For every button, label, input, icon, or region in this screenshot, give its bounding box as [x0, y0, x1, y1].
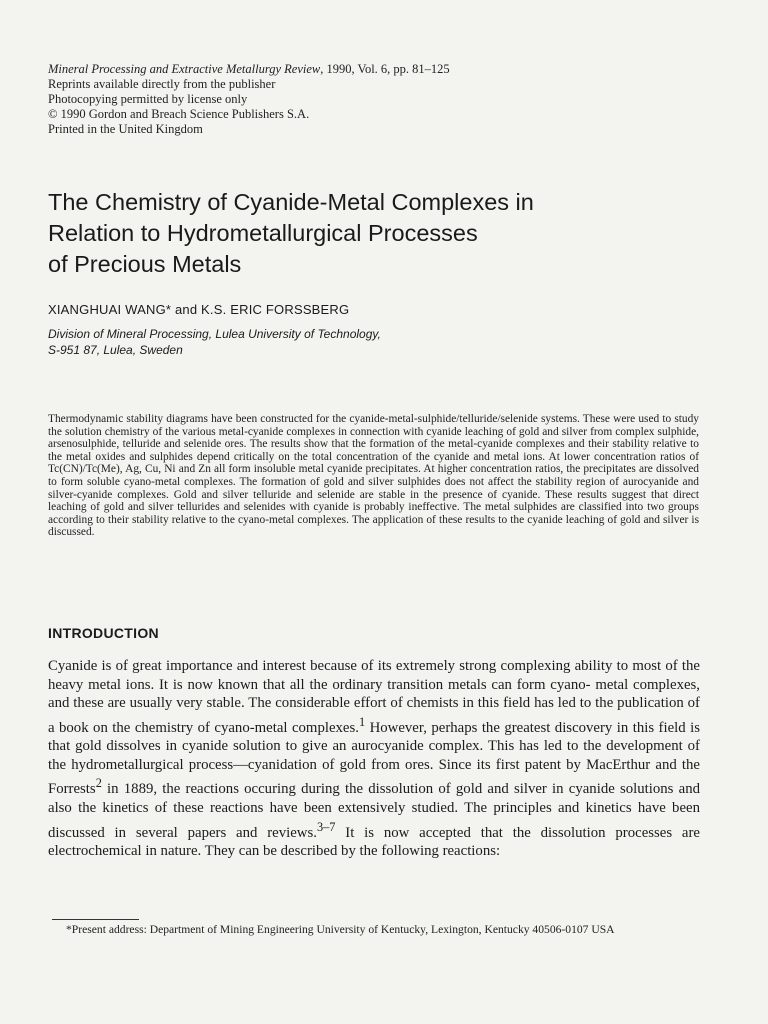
article-title [48, 187, 688, 280]
affiliation-line: Division of Mineral Processing, Lulea University of Technology, [48, 327, 381, 341]
photocopying-line: Photocopying permitted by license only [48, 92, 248, 106]
introduction-paragraph [48, 657, 700, 861]
title-line: Relation to Hydrometallurgical Processes [48, 220, 478, 246]
citation-details: , 1990, Vol. 6, pp. 81–125 [320, 62, 450, 76]
intro-text-1: Cyanide is of great importance and interest because of its extremely strong complexing ability to most of the heavy metal ions. It is now known that all the ordinary transition metals can form cyano- metal complexes, and these are usually very stable. The considerable effort of chemists in this field has led to the publication of a book on the chemistry of cyano-metal complexes. [48, 658, 700, 736]
journal-name: Mineral Processing and Extractive Metallurgy Review [48, 62, 321, 76]
reprints-line: Reprints available directly from the publisher [48, 77, 276, 91]
footnote-divider [52, 919, 139, 920]
copyright-line: © 1990 Gordon and Breach Science Publishers S.A. [48, 107, 310, 121]
journal-header [48, 62, 648, 137]
intro-text-4: It is now accepted that the dissolution processes are electrochemical in nature. They can be described by the following reactions: [48, 824, 700, 860]
reference-marker: 1 [358, 714, 366, 729]
title-line: of Precious Metals [48, 251, 242, 277]
citation-line [48, 62, 648, 77]
reference-marker: 3–7 [316, 819, 336, 834]
introduction-heading: INTRODUCTION [48, 625, 159, 641]
reference-marker: 2 [95, 776, 102, 791]
authors: XIANGHUAI WANG* and K.S. ERIC FORSSBERG [48, 302, 350, 317]
footnote [52, 922, 700, 937]
printed-line: Printed in the United Kingdom [48, 122, 203, 136]
affiliation [48, 326, 381, 358]
abstract: Thermodynamic stability diagrams have been constructed for the cyanide-metal-sulphide/telluride/selenide systems. These were used to study the solution chemistry of the various metal-cyanide complexes in connection with cyanide leaching of gold and silver from complex sulphide, arsenosulphide, telluride and selenide ores. The results show that the formation of the metal-cyanide complexes and their stability relative to the metal oxides and sulphides depend critically on the total concentration of the cyanide and metal ions. At lower concentration ratios of Tc(CN)/Tc(Me), Ag, Cu, Ni and Zn all form insoluble metal cyanide precipitates. At higher concentration ratios, the precipitates are dissolved to form soluble cyano-metal complexes. The formation of gold and silver sulphides does not affect the stability region of aurocyanide and silver-cyanide complexes. Gold and silver telluride and selenide are stable in the presence of cyanide. These results suggest that direct leaching of gold and silver tellurides and selenides with cyanide is probably ineffective. The metal sulphides are classified into two groups according to their stability relative to the cyano-metal complexes. The application of these results to the cyanide leaching of gold and silver is discussed. [48, 413, 699, 539]
affiliation-line: S-951 87, Lulea, Sweden [48, 343, 183, 357]
intro-text-3: in 1889, the reactions occuring during the dissolution of gold and silver in cyanide solutions and also the kinetics of these reactions have been extensively studied. The principles and kinetics have been discussed in several papers and reviews. [48, 781, 700, 841]
intro-text-2: However, perhaps the greatest discovery in this field is that gold dissolves in cyanide solution to give an aurocyanide complex. This has led to the development of the hydrometallurgical process—cyanidation of gold from ores. Since its first patent by MacErthur and the Forrests [48, 719, 700, 798]
title-line: The Chemistry of Cyanide-Metal Complexes in [48, 189, 534, 215]
footnote-text: *Present address: Department of Mining Engineering University of Kentucky, Lexington, Kentucky 40506-0107 USA [66, 923, 615, 936]
